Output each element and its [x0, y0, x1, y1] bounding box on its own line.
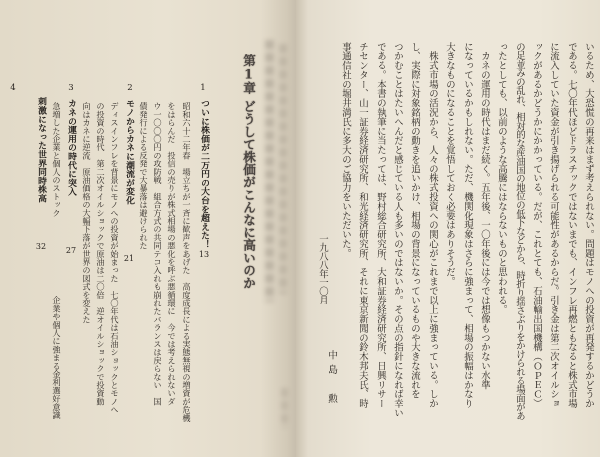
- toc-subtopic-line: の投資の時代 第二次オイルショックで原油は二〇倍 逆オイルショックで投資動: [96, 102, 106, 406]
- preface-line: 大きなものになることを覚悟しておく必要はありそうだ。: [444, 42, 455, 287]
- toc-page-number: 21: [123, 254, 135, 263]
- toc-subtopic-line: 企業や個人に強まる金利選好意識: [52, 296, 62, 419]
- chapter-title: どうして株価がこんなに高いのか: [241, 100, 256, 289]
- preface-line: に流入していた資金が引き揚げられる可能性があるからだ。引き金は第二次オイルショ: [548, 42, 559, 409]
- section-number: 2: [127, 83, 133, 93]
- toc-subtopic-line: 債発行による反発で大暴落は避けられた: [139, 102, 149, 250]
- preface-author: 中島 勲: [326, 350, 337, 409]
- preface-line: である。本書の執筆に当たっては、野村総合研究所、大和証券経済研究所、日興リサー: [375, 42, 386, 409]
- section-number: 3: [68, 83, 74, 93]
- preface-line: ったとしても、以前のような高騰にはならないものと思われる。: [496, 42, 507, 315]
- preface-line: ックがあるかどうかにかかっている。だが、これとても、石油輸出国機構（ＯＰＥＣ）: [531, 42, 542, 409]
- toc-subtopic-line: をはらんだ 投信の売りが株式相場の悪化を呼ぶ悪循環に 今では考えられないダ: [167, 102, 177, 406]
- preface-line: になっているかもしれない。ただ、機関化現象はさらに強まって、相場の振幅はかなり: [462, 42, 473, 409]
- preface-line: いるため、大恐慌の再来はまず考えられない。問題はモノへの投資が再発するかどうか: [583, 42, 594, 409]
- section-number: 1: [200, 83, 206, 93]
- preface-line: カネの運用の時代はまだ続く。五年後、一〇年後には今では想像もつかない水準: [479, 42, 490, 390]
- bleed-through-shadow: [265, 40, 274, 302]
- preface-line: チセンター、山一証券経済研究所、和光経済研究所、それに東京新聞の鈴木邦夫氏、時: [357, 42, 368, 409]
- preface-line: 事通信社の堀井満氏に多大のご協力をいただいた。: [340, 42, 351, 258]
- bleed-through-shadow: [281, 388, 288, 428]
- preface-line: つかむことはたいへんだと感じている人も多いのではないか。その点の指針になれば幸い: [392, 42, 403, 418]
- toc-page-number: 32: [35, 242, 47, 251]
- toc-page-number: 13: [198, 250, 210, 259]
- toc-section-title: モノからカネに潮流が変化: [124, 99, 134, 205]
- preface-date: 一九八八年一〇月: [317, 234, 328, 304]
- toc-section-title: 刺激になった世界同時株高: [36, 97, 46, 203]
- bleed-through-shadow: [279, 44, 287, 294]
- preface-line: の足並みの乱れ、相対的な産油国の地位の低下などから、時折り揺さぶりをかけられる場面があ: [514, 42, 525, 420]
- toc-subtopic-line: ウ一〇〇〇円の攻防戦 組合方式の共同テコ入れも崩れたバランスは戻らない 国: [153, 102, 163, 406]
- toc-subtopic-line: ディスインフレを背景にモノへの投資が始まった 七〇年代は石油ショックとモノへ: [110, 102, 120, 414]
- toc-section-title: ついに株価が二万円の大台を超えた！: [199, 99, 209, 249]
- toc-subtopic-line: 向はカネに逆流 原油価格の大幅下落が世界の図式を変えた: [82, 102, 92, 324]
- preface-line: である。七〇年代ほどドラスチックではないまでも、インフレ再燃ともなると株式市場: [566, 42, 577, 409]
- toc-page-number: 27: [65, 246, 77, 255]
- preface-line: 株式市場の活況から、人々の株式投資への関心がこれまで以上に強まっている。しか: [427, 42, 438, 409]
- toc-subtopic-line: 昭和六十二年春 場立ちが一斉に歓声をあげた 高度成長による実態無視の増資が危機: [182, 102, 192, 422]
- toc-section-title: カネの運用の時代に突入: [66, 99, 76, 196]
- preface-line: し、実際に対象銘柄の動きを追いかけ、相場の背景になっているものや大きな流れを: [409, 42, 420, 399]
- chapter-label: 第1章: [241, 54, 256, 95]
- section-number: 4: [10, 83, 16, 93]
- toc-subtopic-line: 急増した企業と個人のストック: [52, 102, 62, 217]
